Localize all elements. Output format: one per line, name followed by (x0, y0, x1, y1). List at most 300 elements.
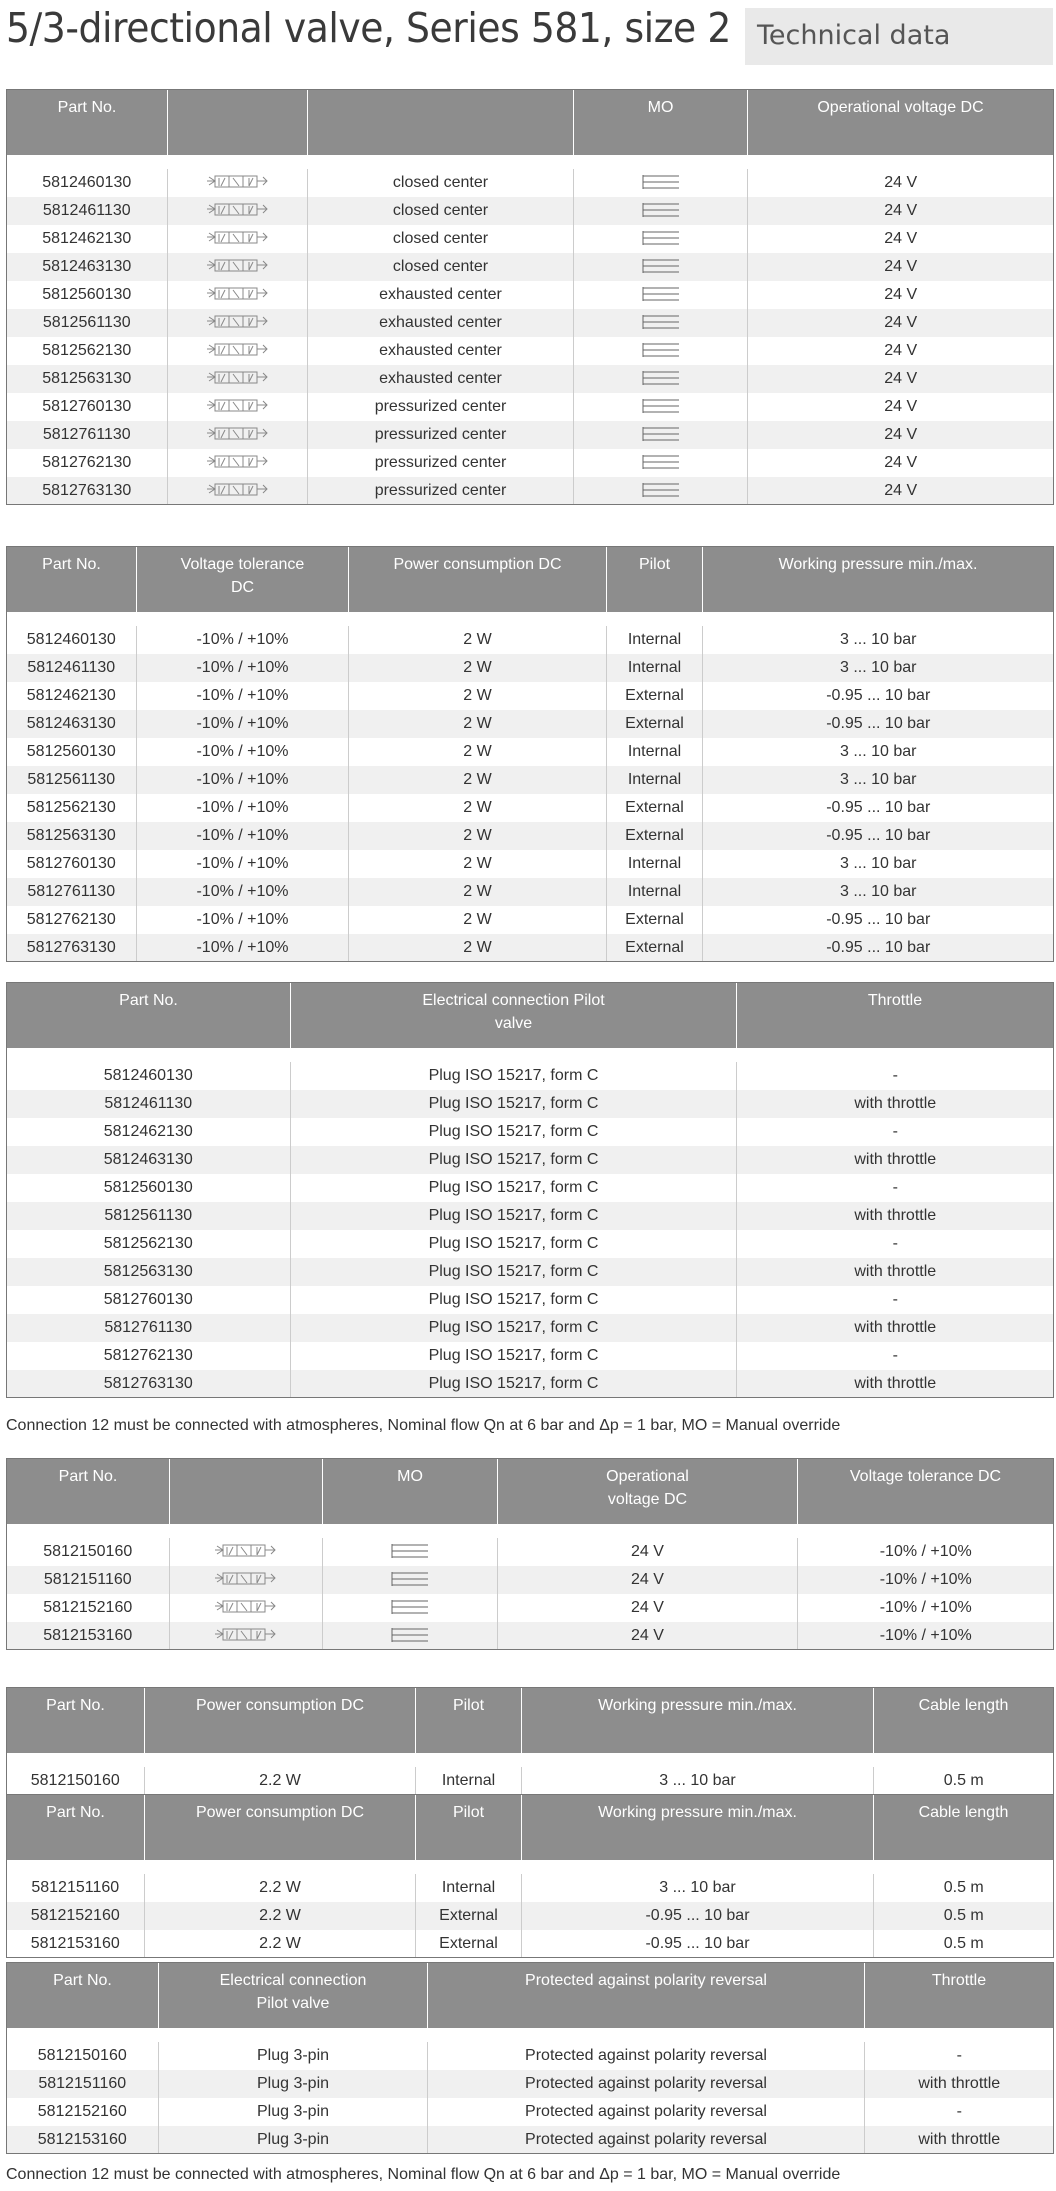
valve-symbol-icon (205, 425, 271, 443)
throttle-cell: - (737, 1342, 1054, 1370)
part-number-cell: 5812153160 (30, 1934, 120, 1952)
part-number-cell: 5812152160 (37, 2102, 127, 2120)
throttle-cell: - (737, 1118, 1054, 1146)
table-row (7, 1867, 1054, 1902)
symbol-cell (168, 365, 308, 393)
manual-override-icon (641, 397, 681, 415)
symbol-cell (168, 393, 308, 421)
valve-symbol-icon (205, 369, 271, 387)
symbol-cell (170, 1531, 323, 1566)
table-row (7, 878, 1054, 906)
table-row (7, 162, 1054, 197)
part-number-cell: 5812150160 (7, 1760, 145, 1795)
connection-cell: Plug ISO 15217, form C (291, 1146, 737, 1174)
table-row (7, 934, 1054, 962)
throttle-cell: with throttle (737, 1146, 1054, 1174)
connection-cell: Plug 3-pin (159, 2070, 428, 2098)
manual-override-icon (641, 453, 681, 471)
power-cell: 2 W (349, 934, 607, 962)
manual-override-icon (390, 1598, 430, 1616)
valve-symbol-icon (205, 341, 271, 359)
pilot-cell: External (607, 682, 703, 710)
polarity-cell: Protected against polarity reversal (428, 2035, 865, 2070)
pressure-cell: 3 ... 10 bar (703, 766, 1054, 794)
symbol-cell (168, 197, 308, 225)
manual-override-icon (641, 341, 681, 359)
voltage-tolerance-cell: -10% / +10% (137, 654, 349, 682)
pilot-cell: Internal (607, 850, 703, 878)
col-header-pilot: Pilot (416, 1795, 522, 1867)
part-number-cell: 5812761130 (7, 421, 168, 449)
pressure-cell: -0.95 ... 10 bar (703, 710, 1054, 738)
table-row (7, 822, 1054, 850)
table-connection (6, 982, 1054, 1398)
valve-symbol-icon (213, 1598, 279, 1616)
center-type-cell: closed center (308, 253, 574, 281)
throttle-cell: with throttle (737, 1090, 1054, 1118)
manual-override-icon (641, 313, 681, 331)
col-header-mo: MO (574, 90, 748, 162)
part-number-cell: 5812461130 (7, 1090, 291, 1118)
connection-cell: Plug ISO 15217, form C (291, 1314, 737, 1342)
col-header-part-no: Part No. (7, 1688, 145, 1760)
connection-cell: Plug ISO 15217, form C (291, 1258, 737, 1286)
voltage-cell: 24 V (498, 1531, 798, 1566)
center-type-cell: exhausted center (308, 365, 574, 393)
col-header-part-no: Part No. (7, 547, 137, 619)
part-number-cell: 5812462130 (103, 1122, 193, 1140)
table-row (7, 1930, 1054, 1958)
part-number-cell: 5812152160 (43, 1598, 133, 1616)
symbol-cell (168, 477, 308, 505)
throttle-cell: with throttle (865, 2070, 1054, 2098)
center-type-cell: exhausted center (308, 337, 574, 365)
part-number-cell: 5812461130 (7, 654, 137, 682)
power-cell: 2.2 W (145, 1760, 416, 1795)
voltage-cell: 24 V (748, 309, 1054, 337)
part-number-cell: 5812762130 (103, 1346, 193, 1364)
symbol-cell (168, 337, 308, 365)
part-number-cell: 5812461130 (7, 197, 168, 225)
voltage-tolerance-cell: -10% / +10% (798, 1622, 1054, 1650)
part-number-cell: 5812152160 (7, 1902, 145, 1930)
mo-cell (574, 421, 748, 449)
voltage-tolerance-cell: -10% / +10% (137, 619, 349, 654)
power-cell: 2 W (349, 850, 607, 878)
page-title: 5/3-directional valve, Series 581, size 2 (6, 4, 731, 52)
voltage-tolerance-cell: -10% / +10% (137, 710, 349, 738)
col-header-pilot: Pilot (416, 1688, 522, 1760)
table-row (7, 225, 1054, 253)
col-header-power-consumption: Power consumption DC (145, 1688, 416, 1760)
mo-cell (574, 337, 748, 365)
table-row (7, 1342, 1054, 1370)
pressure-cell: -0.95 ... 10 bar (703, 934, 1054, 962)
pressure-cell: 3 ... 10 bar (703, 619, 1054, 654)
symbol-cell (168, 309, 308, 337)
cable-length-cell: 0.5 m (874, 1930, 1054, 1958)
power-cell: 2.2 W (145, 1867, 416, 1902)
voltage-tolerance-cell: -10% / +10% (798, 1531, 1054, 1566)
part-number-cell: 5812760130 (42, 397, 132, 415)
mo-cell (574, 197, 748, 225)
voltage-cell: 24 V (748, 162, 1054, 197)
center-type-cell: closed center (308, 225, 574, 253)
part-number-cell: 5812153160 (7, 2126, 159, 2154)
part-number-cell: 5812761130 (7, 878, 137, 906)
page-subtitle: Technical data (757, 20, 951, 51)
manual-override-icon (641, 285, 681, 303)
valve-symbol-icon (213, 1626, 279, 1644)
voltage-cell: 24 V (748, 421, 1054, 449)
throttle-cell: - (865, 2098, 1054, 2126)
part-number-cell: 5812761130 (7, 1314, 291, 1342)
table-row (7, 477, 1054, 505)
part-number-cell: 5812563130 (7, 365, 168, 393)
valve-symbol-icon (205, 257, 271, 275)
throttle-cell: - (737, 1286, 1054, 1314)
part-number-cell: 5812562130 (26, 798, 116, 816)
voltage-tolerance-cell: -10% / +10% (137, 682, 349, 710)
power-cell: 2 W (349, 619, 607, 654)
mo-cell (574, 225, 748, 253)
table-row (7, 1090, 1054, 1118)
table-row (7, 309, 1054, 337)
cable-length-cell: 0.5 m (874, 1867, 1054, 1902)
table-row (7, 766, 1054, 794)
col-header-power-consumption: Power consumption DC (145, 1795, 416, 1867)
center-type-cell: pressurized center (308, 421, 574, 449)
manual-override-icon (641, 425, 681, 443)
table-row (7, 1622, 1054, 1650)
col-header-cable-length: Cable length (874, 1795, 1054, 1867)
pilot-cell: Internal (607, 766, 703, 794)
table-row (7, 1531, 1054, 1566)
table-row (7, 1314, 1054, 1342)
table-row (7, 1230, 1054, 1258)
table-row (7, 1370, 1054, 1398)
voltage-cell: 24 V (748, 197, 1054, 225)
part-number-cell: 5812460130 (7, 162, 168, 197)
pressure-cell: 3 ... 10 bar (522, 1867, 874, 1902)
col-header-electrical-connection: Electrical connection Pilot valve (159, 1963, 428, 2035)
symbol-cell (168, 253, 308, 281)
table-row (7, 365, 1054, 393)
power-cell: 2 W (349, 794, 607, 822)
pressure-cell: 3 ... 10 bar (522, 1760, 874, 1795)
table-row (7, 1760, 1054, 1795)
polarity-cell: Protected against polarity reversal (428, 2126, 865, 2154)
part-number-cell: 5812462130 (42, 229, 132, 247)
pilot-cell: External (607, 906, 703, 934)
part-number-cell: 5812763130 (7, 477, 168, 505)
part-number-cell: 5812150160 (7, 2035, 159, 2070)
col-header-working-pressure: Working pressure min./max. (522, 1688, 874, 1760)
title-bar (0, 0, 1056, 75)
valve-symbol-icon (205, 453, 271, 471)
symbol-cell (168, 421, 308, 449)
table-body (7, 1531, 1054, 1650)
part-number-cell: 5812463130 (7, 710, 137, 738)
pressure-cell: -0.95 ... 10 bar (522, 1902, 874, 1930)
valve-symbol-icon (205, 481, 271, 499)
symbol-cell (168, 162, 308, 197)
valve-symbol-icon (205, 285, 271, 303)
mo-cell (574, 253, 748, 281)
part-number-cell: 5812151160 (7, 1867, 145, 1902)
manual-override-icon (641, 173, 681, 191)
pressure-cell: -0.95 ... 10 bar (522, 1930, 874, 1958)
part-number-cell: 5812562130 (42, 341, 132, 359)
center-type-cell: exhausted center (308, 309, 574, 337)
voltage-cell: 24 V (748, 281, 1054, 309)
manual-override-icon (641, 257, 681, 275)
part-number-cell: 5812562130 (103, 1234, 193, 1252)
table-row (7, 2070, 1054, 2098)
table-body (7, 2035, 1054, 2154)
pilot-cell: External (607, 794, 703, 822)
table-row (7, 1566, 1054, 1594)
col-header-center (308, 90, 574, 162)
part-number-cell: 5812462130 (26, 686, 116, 704)
pressure-cell: -0.95 ... 10 bar (703, 822, 1054, 850)
power-cell: 2.2 W (145, 1902, 416, 1930)
manual-override-icon (390, 1570, 430, 1588)
voltage-tolerance-cell: -10% / +10% (137, 766, 349, 794)
table-row (7, 2035, 1054, 2070)
table-connection-2 (6, 1962, 1054, 2154)
col-header-pilot: Pilot (607, 547, 703, 619)
voltage-tolerance-cell: -10% / +10% (137, 850, 349, 878)
table-row (7, 449, 1054, 477)
throttle-cell: with throttle (737, 1202, 1054, 1230)
mo-cell (323, 1622, 498, 1650)
part-number-cell: 5812151160 (7, 2070, 159, 2098)
symbol-cell (170, 1594, 323, 1622)
voltage-tolerance-cell: -10% / +10% (137, 878, 349, 906)
pressure-cell: 3 ... 10 bar (703, 850, 1054, 878)
voltage-cell: 24 V (748, 449, 1054, 477)
table-body (7, 1867, 1054, 1958)
col-header-operational-voltage: Operational voltage DC (748, 90, 1054, 162)
footnote: Connection 12 must be connected with atmospheres, Nominal flow Qn at 6 bar and Δp = 1 bar, MO = Manual override (6, 1417, 841, 1434)
col-header-part-no: Part No. (7, 1459, 170, 1531)
table-electrical-data (6, 546, 1054, 962)
pressure-cell: 3 ... 10 bar (703, 878, 1054, 906)
mo-cell (323, 1594, 498, 1622)
throttle-cell: with throttle (737, 1370, 1054, 1398)
table-row (7, 421, 1054, 449)
throttle-cell: with throttle (737, 1258, 1054, 1286)
voltage-tolerance-cell: -10% / +10% (137, 934, 349, 962)
table-row (7, 337, 1054, 365)
symbol-cell (170, 1566, 323, 1594)
manual-override-icon (390, 1626, 430, 1644)
col-header-power-consumption: Power consumption DC (349, 547, 607, 619)
valve-symbol-icon (213, 1542, 279, 1560)
voltage-tolerance-cell: -10% / +10% (137, 822, 349, 850)
table-row (7, 1118, 1054, 1146)
pilot-cell: Internal (607, 878, 703, 906)
mo-cell (323, 1531, 498, 1566)
table-row (7, 1258, 1054, 1286)
symbol-cell (168, 225, 308, 253)
col-header-operational-voltage: Operational voltage DC (498, 1459, 798, 1531)
part-number-cell: 5812460130 (7, 1055, 291, 1090)
power-cell: 2 W (349, 766, 607, 794)
valve-symbol-icon (213, 1570, 279, 1588)
table-row (7, 1594, 1054, 1622)
pilot-cell: Internal (416, 1867, 522, 1902)
manual-override-icon (641, 481, 681, 499)
table-row (7, 1902, 1054, 1930)
col-header-throttle: Throttle (737, 983, 1054, 1055)
subtitle-box (745, 8, 1053, 65)
symbol-cell (168, 449, 308, 477)
pilot-cell: Internal (416, 1760, 522, 1795)
col-header-symbol (170, 1459, 323, 1531)
power-cell: 2 W (349, 654, 607, 682)
col-header-throttle: Throttle (865, 1963, 1054, 2035)
pilot-cell: External (416, 1930, 522, 1958)
table-row (7, 197, 1054, 225)
voltage-cell: 24 V (748, 337, 1054, 365)
mo-cell (574, 281, 748, 309)
pressure-cell: -0.95 ... 10 bar (703, 794, 1054, 822)
center-type-cell: closed center (308, 197, 574, 225)
cable-length-cell: 0.5 m (874, 1902, 1054, 1930)
mo-cell (574, 309, 748, 337)
mo-cell (574, 393, 748, 421)
col-header-working-pressure: Working pressure min./max. (522, 1795, 874, 1867)
mo-cell (323, 1566, 498, 1594)
part-number-cell: 5812762130 (42, 453, 132, 471)
part-number-cell: 5812153160 (7, 1622, 170, 1650)
table-row (7, 253, 1054, 281)
col-header-symbol (168, 90, 308, 162)
part-number-cell: 5812763130 (7, 1370, 291, 1398)
pressure-cell: -0.95 ... 10 bar (703, 906, 1054, 934)
connection-cell: Plug 3-pin (159, 2126, 428, 2154)
power-cell: 2 W (349, 682, 607, 710)
table-row (7, 393, 1054, 421)
manual-override-icon (641, 201, 681, 219)
throttle-cell: with throttle (737, 1314, 1054, 1342)
table-row (7, 654, 1054, 682)
col-header-part-no: Part No. (7, 90, 168, 162)
footnote-2: Connection 12 must be connected with atmospheres, Nominal flow Qn at 6 bar and Δp = 1 bar, MO = Manual override (6, 2166, 841, 2183)
mo-cell (574, 365, 748, 393)
table-row (7, 794, 1054, 822)
table-row (7, 1174, 1054, 1202)
table-row (7, 850, 1054, 878)
connection-cell: Plug ISO 15217, form C (291, 1370, 737, 1398)
manual-override-icon (390, 1542, 430, 1560)
valve-symbol-icon (205, 313, 271, 331)
col-header-part-no: Part No. (7, 983, 291, 1055)
table-valve-overview-2 (6, 1458, 1054, 1650)
part-number-cell: 5812460130 (7, 619, 137, 654)
voltage-cell: 24 V (748, 365, 1054, 393)
pilot-cell: External (607, 934, 703, 962)
power-cell: 2 W (349, 710, 607, 738)
part-number-cell: 5812563130 (7, 1258, 291, 1286)
throttle-cell: - (737, 1055, 1054, 1090)
voltage-tolerance-cell: -10% / +10% (798, 1566, 1054, 1594)
pilot-cell: Internal (607, 654, 703, 682)
valve-symbol-icon (205, 173, 271, 191)
connection-cell: Plug 3-pin (159, 2098, 428, 2126)
table-body (7, 162, 1054, 505)
voltage-tolerance-cell: -10% / +10% (798, 1594, 1054, 1622)
col-header-cable-length: Cable length (874, 1688, 1054, 1760)
voltage-tolerance-cell: -10% / +10% (137, 738, 349, 766)
voltage-tolerance-cell: -10% / +10% (137, 906, 349, 934)
connection-cell: Plug ISO 15217, form C (291, 1174, 737, 1202)
col-header-polarity-protection: Protected against polarity reversal (428, 1963, 865, 2035)
col-header-mo: MO (323, 1459, 498, 1531)
pilot-cell: Internal (607, 738, 703, 766)
power-cell: 2 W (349, 822, 607, 850)
connection-cell: Plug ISO 15217, form C (291, 1090, 737, 1118)
mo-cell (574, 449, 748, 477)
table-row (7, 1055, 1054, 1090)
table-row (7, 2098, 1054, 2126)
table-body (7, 1055, 1054, 1398)
voltage-cell: 24 V (498, 1622, 798, 1650)
col-header-part-no: Part No. (7, 1795, 145, 1867)
symbol-cell (170, 1622, 323, 1650)
voltage-cell: 24 V (748, 393, 1054, 421)
connection-cell: Plug 3-pin (159, 2035, 428, 2070)
part-number-cell: 5812150160 (7, 1531, 170, 1566)
part-number-cell: 5812151160 (7, 1566, 170, 1594)
table-electrical-data-2b (6, 1794, 1054, 1958)
part-number-cell: 5812563130 (7, 822, 137, 850)
table-row (7, 1286, 1054, 1314)
part-number-cell: 5812561130 (7, 1202, 291, 1230)
mo-cell (574, 162, 748, 197)
table-row (7, 619, 1054, 654)
center-type-cell: pressurized center (308, 449, 574, 477)
power-cell: 2 W (349, 906, 607, 934)
table-row (7, 1146, 1054, 1174)
valve-symbol-icon (205, 201, 271, 219)
power-cell: 2.2 W (145, 1930, 416, 1958)
part-number-cell: 5812463130 (7, 253, 168, 281)
table-body (7, 1760, 1054, 1795)
table-row (7, 1202, 1054, 1230)
part-number-cell: 5812560130 (26, 742, 116, 760)
pilot-cell: External (607, 822, 703, 850)
part-number-cell: 5812762130 (26, 910, 116, 928)
part-number-cell: 5812561130 (7, 309, 168, 337)
part-number-cell: 5812760130 (103, 1290, 193, 1308)
cable-length-cell: 0.5 m (874, 1760, 1054, 1795)
pressure-cell: -0.95 ... 10 bar (703, 682, 1054, 710)
valve-symbol-icon (205, 397, 271, 415)
part-number-cell: 5812763130 (7, 934, 137, 962)
col-header-part-no: Part No. (7, 1963, 159, 2035)
table-row (7, 281, 1054, 309)
table-electrical-data-2a (6, 1687, 1054, 1795)
part-number-cell: 5812463130 (7, 1146, 291, 1174)
table-body (7, 619, 1054, 962)
throttle-cell: with throttle (865, 2126, 1054, 2154)
part-number-cell: 5812561130 (7, 766, 137, 794)
polarity-cell: Protected against polarity reversal (428, 2098, 865, 2126)
voltage-cell: 24 V (748, 477, 1054, 505)
